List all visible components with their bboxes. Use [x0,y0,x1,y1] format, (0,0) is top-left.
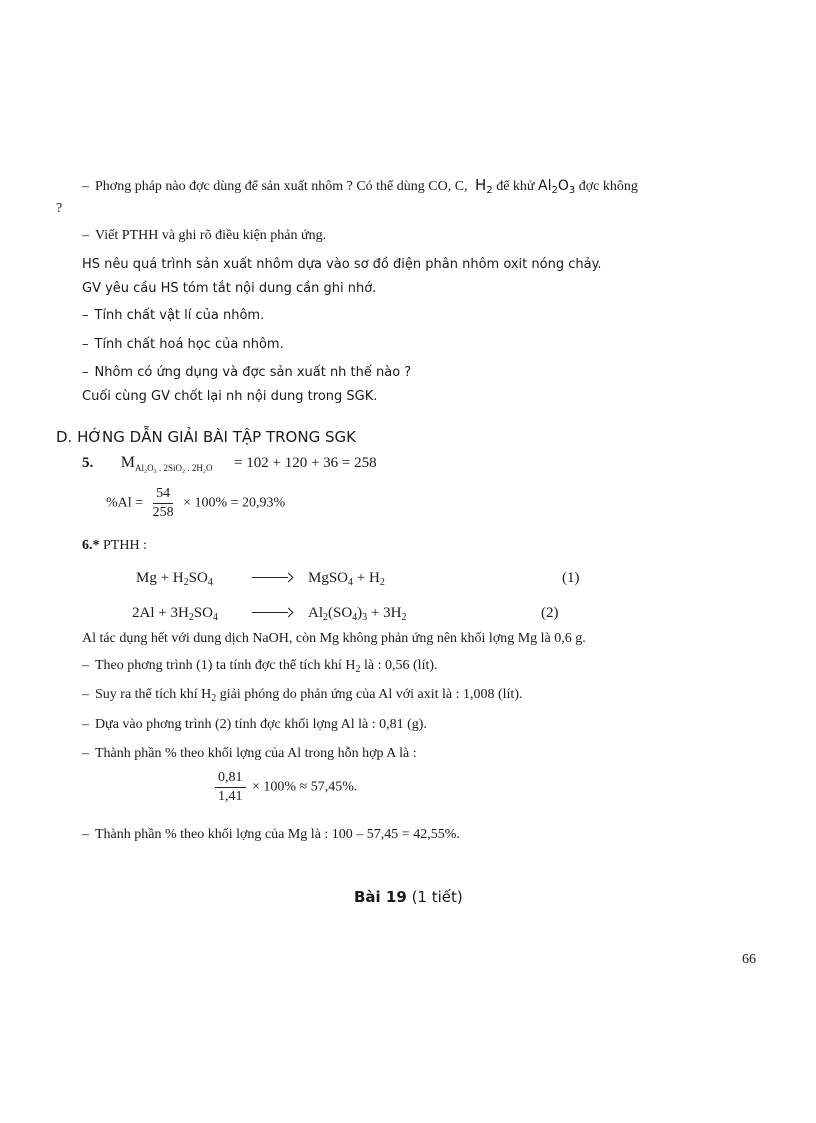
dash-bullet: – [82,717,89,732]
al-mass-fraction: $\frac{0,81}{1,41}$ [215,770,246,805]
equation-1-products: MgSO$_4$ + $H_2$ [308,570,385,588]
al-mass-percent-result: × 100% ≈ 57,45%. [252,779,358,795]
dash-bullet: – [82,658,89,673]
exercise-6-line [82,537,147,555]
question-1-text-c: đợc không [578,179,638,194]
gv-request: GV yêu cầu HS tóm tắt nội dung cần ghi nhớ. [82,281,377,296]
reaction-arrow [252,573,292,583]
step-1: – Theo phơng trình (1) ta tính đợc thể tích khí $H_2$ là : 0,56 (lít). [82,658,438,675]
question-2-line [82,227,326,245]
dash-bullet: – [82,179,89,194]
compound-formula: Al₂O₃ . 2SiO₂ . 2H₂O [134,463,213,473]
step-5: – Thành phần % theo khối lợng của Mg là : 100 – 57,45 = 42,55%. [82,827,460,842]
hs-summary: HS nêu quá trình sản xuất nhôm dựa vào sơ đồ điện phân nhôm oxit nóng chảy. [82,257,602,272]
pthh-label: PTHH : [99,538,147,553]
dash-bullet: – [82,308,89,323]
naoh-reaction-text: Al tác dụng hết với dung dịch NaOH, còn Mg không phản ứng nên khối lợng Mg là 0,6 g. [82,631,586,646]
dash-bullet: – [82,337,89,352]
equation-2-products: $Al_2(SO_4)_3 + 3H_2$ [308,605,407,623]
question-1-line [82,176,638,196]
equation-2-number: (2) [541,605,559,621]
step-4: – Thành phần % theo khối lợng của Al trong hỗn hợp A là : [82,746,417,761]
question-2-text: Viết PTHH và ghi rõ điều kiện phản ứng. [95,228,327,243]
summary-item: – Nhôm có ứng dụng và đợc sản xuất nh thế nào ? [82,365,412,380]
question-1-text-b: để khử [496,179,535,194]
minus-sign: – [356,827,364,842]
reaction-arrow [252,608,292,618]
equation-2: $2Al + 3H_2SO_4$ [132,605,218,623]
summary-item: – Tính chất vật lí của nhôm. [82,308,265,323]
page-number: 66 [742,952,756,967]
al2o3-formula: $Al_2O_3$ [538,178,576,196]
question-1-qmark: ? [56,201,63,216]
question-1-text: Phơng pháp nào đợc dùng để sản xuất nhôm ? Có thể dùng CO, C, [95,179,468,194]
al-fraction: $\frac{54}{258}$ [152,486,174,520]
gv-conclusion: Cuối cùng GV chốt lại nh nội dung trong SGK. [82,389,378,404]
al-percent-result: 20,93% [242,495,286,511]
equation-1: $Mg + H_2SO_4$ [136,570,213,588]
step-3: – Dựa vào phơng trình (2) tính đợc khối lợng Al là : 0,81 (g). [82,717,427,732]
dash-bullet: – [82,746,89,761]
molar-mass-sum: = 102 + 120 + 36 = 258 [234,455,377,471]
exercise-5-label: 5. [82,455,94,471]
multiply-100: × 100% = [183,495,239,511]
al-percentage [106,486,285,521]
al-percent-label: %Al = [106,495,144,511]
exercise-5-mass [82,454,377,477]
dash-bullet: – [82,827,89,842]
next-lesson-title: Bài 19 (1 tiết) [354,888,463,906]
exercise-6-label: 6.* [82,538,100,553]
dash-bullet: – [82,365,89,380]
equation-1-number: (1) [562,570,580,586]
step-2: – Suy ra thể tích khí $H_2$ giải phóng do phản ứng của Al với axit là : 1,008 (lít). [82,687,523,704]
h2-formula: $H_2$ [475,176,493,196]
dash-bullet: – [82,687,89,702]
dash-bullet: – [82,228,89,243]
molar-mass-symbol: M [120,454,135,471]
summary-item: – Tính chất hoá học của nhôm. [82,337,284,352]
section-heading: D. HỚNG DẪN GIẢI BÀI TẬP TRONG SGK [56,428,356,446]
al-mass-percent-calc [212,770,357,805]
